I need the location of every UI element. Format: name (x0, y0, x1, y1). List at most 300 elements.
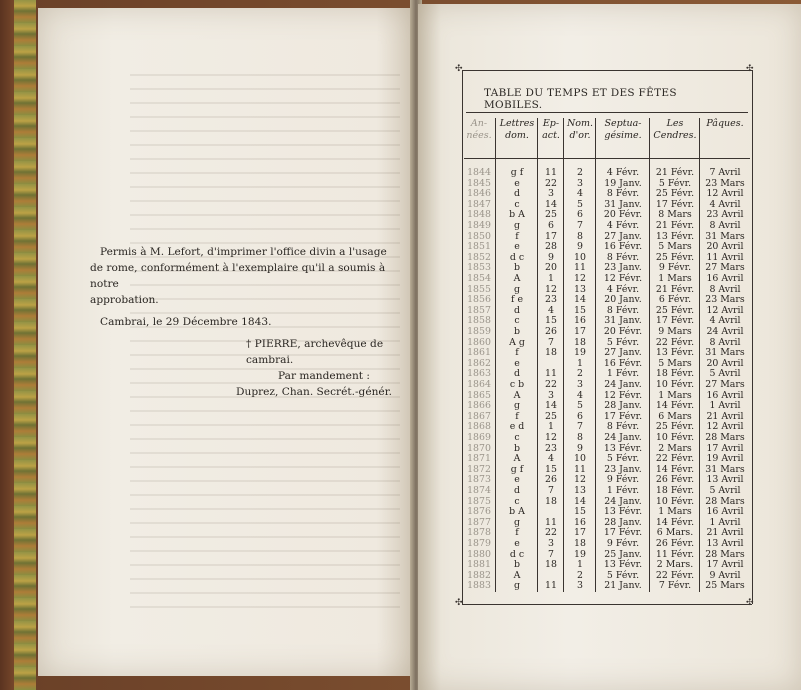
table-cell: 10 (574, 251, 586, 263)
table-cell: 13 (574, 485, 586, 496)
table-cell: 1881 (467, 559, 491, 571)
table-cell: 16 Avril (706, 389, 744, 401)
table-cell: 1 Févr. (606, 485, 640, 496)
table-cell: b A (509, 506, 525, 518)
table-cell: 8 Avril (709, 336, 741, 348)
table-cell: 8 Mars (658, 209, 692, 221)
table-cell: 9 (577, 442, 583, 454)
permit-line-1: Permis à M. Lefort, d'imprimer l'office divin a l'usage (100, 246, 387, 258)
secretary: Duprez, Chan. Secrét.-génér. (236, 386, 392, 398)
table-cell: 7 (577, 220, 583, 231)
table-cell: 21 Avril (706, 527, 744, 539)
column-header-line: d'or. (569, 130, 591, 141)
table-cell: 1 Avril (709, 516, 741, 528)
table-cell: 8 Avril (709, 220, 741, 231)
table-cell: 2 Mars (658, 442, 692, 454)
table-cell: 7 (548, 548, 554, 560)
table-cell: 20 Févr. (603, 326, 643, 337)
table-cell: 5 Févr. (606, 336, 640, 348)
table-cell: 1852 (467, 251, 491, 263)
table-cell: 31 Mars (705, 230, 745, 242)
table-cell: 16 (574, 516, 586, 528)
table-cell: 1845 (467, 177, 491, 189)
table-cell: 1870 (467, 442, 491, 454)
table-cell: 4 Févr. (606, 283, 640, 295)
table-cell: 16 Avril (706, 273, 744, 284)
table-cell: 23 (545, 442, 557, 454)
table-cell: 1879 (467, 538, 491, 549)
column-header (700, 118, 750, 158)
table-cell: 14 Févr. (655, 463, 695, 475)
table-cell: 10 (574, 453, 586, 465)
table-cell: 18 (574, 336, 586, 348)
table-cell: c (514, 432, 520, 443)
column-header (596, 118, 650, 158)
column-header-line: Ep- (542, 118, 560, 129)
table-cell: 1 Mars (658, 273, 692, 284)
table-cell: 3 (577, 379, 583, 390)
table-cell: 1847 (467, 198, 491, 210)
table-cell: g f (510, 167, 524, 178)
table-cell: 21 Févr. (655, 220, 695, 231)
mandate: Par mandement : (278, 370, 370, 382)
table-cell: 12 (574, 273, 586, 284)
table-cell: 7 (577, 421, 583, 433)
table-cell: e (514, 241, 520, 253)
table-cell: 15 (574, 304, 586, 316)
table-cell: 5 Mars (658, 357, 692, 369)
table-cell: 1 (548, 273, 554, 284)
table-row (464, 539, 750, 550)
table-cell: 1858 (467, 315, 491, 327)
table-row (464, 581, 750, 592)
table-cell: 17 Févr. (603, 410, 643, 422)
column-header-line: An- (470, 118, 488, 129)
table-row (464, 327, 750, 338)
table-cell: 22 Févr. (655, 336, 695, 348)
table-cell: 1848 (467, 209, 491, 221)
table-cell: 24 Janv. (604, 379, 642, 390)
table-cell: 1876 (467, 506, 491, 518)
table-cell: 11 Avril (706, 251, 744, 263)
table-cell: 16 Avril (706, 506, 744, 518)
table-cell: e (514, 474, 520, 486)
table-cell: g (513, 516, 520, 528)
table-cell: 13 Févr. (655, 347, 695, 359)
table-cell: 24 Janv. (604, 432, 642, 443)
table-cell: 23 Janv. (604, 463, 642, 475)
column-header-line: Les (666, 118, 684, 129)
table-cell: 31 Mars (705, 463, 745, 475)
table-cell: 22 (545, 177, 557, 189)
table-cell: 25 Févr. (655, 188, 695, 200)
table-cell: 23 Mars (705, 177, 745, 189)
table-cell: 4 Avril (709, 198, 741, 210)
table-cell: 9 Févr. (606, 474, 640, 486)
table-cell: 9 Avril (709, 569, 741, 581)
table-cell: 6 (548, 220, 554, 231)
table-cell: 14 Févr. (655, 516, 695, 528)
signature: † PIERRE, archevêque de cambrai. (246, 338, 384, 366)
table-cell: 31 Mars (705, 347, 745, 359)
table-cell: 7 (548, 485, 554, 496)
frame-bottom-rule (462, 604, 752, 605)
table-cell: 26 (545, 326, 557, 337)
table-row (464, 433, 750, 444)
table-cell: 4 Avril (709, 315, 741, 327)
table-cell: 13 Avril (706, 538, 744, 549)
table-cell: 28 Mars (705, 548, 745, 560)
table-cell: 1877 (467, 516, 491, 528)
table-cell: A (513, 453, 521, 465)
table-cell: 13 Févr. (603, 559, 643, 571)
table-cell: 1874 (467, 485, 491, 496)
table-cell: 12 Févr. (603, 273, 643, 284)
table-cell: 31 Janv. (604, 315, 642, 327)
table-cell: 22 (545, 379, 557, 390)
table-cell: 4 (548, 304, 554, 316)
table-cell: e d (509, 421, 525, 433)
table-cell: 6 Févr. (658, 294, 692, 306)
table-cell: f (515, 347, 519, 359)
table-cell: 14 Févr. (655, 400, 695, 412)
table-cell: 21 Janv. (604, 580, 642, 592)
table-cell: 1 Avril (709, 400, 741, 412)
table-cell: 20 Févr. (603, 209, 643, 221)
table-cell: 28 (545, 241, 557, 253)
place-date: Cambrai, le 29 Décembre 1843. (100, 316, 272, 328)
table-cell: 27 Janv. (604, 230, 642, 242)
table-cell: A (513, 569, 521, 581)
table-cell: 15 (545, 315, 557, 327)
table-cell: b (513, 559, 520, 571)
table-cell: d (513, 188, 520, 200)
table-cell: 1844 (467, 167, 491, 178)
table-cell: 17 Févr. (603, 527, 643, 539)
column-header (464, 118, 494, 158)
table-cell: 1878 (467, 527, 491, 539)
table-cell: 1865 (467, 389, 491, 401)
table-cell: 5 (577, 400, 583, 412)
table-cell: 12 (545, 432, 557, 443)
table-cell: f e (511, 294, 523, 306)
table-cell: 17 Févr. (655, 198, 695, 210)
table-cell: 2 (577, 368, 583, 380)
table-cell: 17 (574, 326, 586, 337)
table-cell: 1 Mars (658, 389, 692, 401)
column-header-line: dom. (505, 130, 529, 141)
table-cell: 8 Févr. (606, 251, 640, 263)
table-cell: 6 (577, 209, 583, 221)
table-cell: 1857 (467, 304, 491, 316)
table-cell: 27 Mars (705, 379, 745, 390)
table-cell: g (513, 283, 520, 295)
column-header (538, 118, 564, 158)
table-cell: 2 Mars. (656, 559, 694, 571)
header-rule (464, 158, 750, 159)
table-cell: 8 Avril (709, 283, 741, 295)
table-cell: 25 (545, 209, 557, 221)
table-cell: 13 Avril (706, 474, 744, 486)
table-cell: 1880 (467, 548, 491, 560)
table-cell: 27 Mars (705, 262, 745, 274)
table-cell: 13 Févr. (603, 506, 643, 518)
table-cell: 25 Févr. (655, 304, 695, 316)
table-cell: 8 Févr. (606, 304, 640, 316)
table-cell: g (513, 580, 520, 592)
table-cell: 7 (548, 336, 554, 348)
table-cell: 5 Févr. (606, 569, 640, 581)
table-cell: 3 (577, 177, 583, 189)
table-cell: 11 (545, 368, 557, 380)
table-cell: 28 Mars (705, 495, 745, 507)
table-cell: 7 Févr. (658, 580, 692, 592)
table-cell: 20 Avril (706, 357, 744, 369)
table-cell: 12 Avril (706, 421, 744, 433)
table-cell: 1875 (467, 495, 491, 507)
table-cell: 4 (577, 188, 583, 200)
table-cell: 11 Févr. (655, 548, 695, 560)
table-cell: 1853 (467, 262, 491, 274)
table-cell: 28 Mars (705, 432, 745, 443)
table-cell: 11 (574, 463, 586, 475)
table-cell: 1872 (467, 463, 491, 475)
table-cell: 4 (577, 389, 583, 401)
table-cell: 21 Avril (706, 410, 744, 422)
table-cell: b (513, 442, 520, 454)
table-cell: g (513, 220, 520, 231)
column-header-line: Nom. (566, 118, 594, 129)
corner-ornament-icon: ✣ (455, 598, 463, 608)
table-cell: 14 (545, 400, 557, 412)
marbled-endpaper (14, 0, 36, 690)
table-cell: 24 Avril (706, 326, 744, 337)
table-cell: 4 Févr. (606, 220, 640, 231)
table-cell: 16 (574, 315, 586, 327)
table-cell: 10 Févr. (655, 379, 695, 390)
table-cell: 1 Mars (658, 506, 692, 518)
table-cell: 25 Mars (705, 580, 745, 592)
table-cell: f (515, 410, 519, 422)
table-cell: 19 Avril (706, 453, 744, 465)
table-cell: c b (509, 379, 525, 390)
table-cell: 18 (574, 538, 586, 549)
table-cell: 1 (548, 421, 554, 433)
table-cell: 13 (574, 283, 586, 295)
table-row (464, 221, 750, 232)
imprimatur-block (90, 244, 392, 400)
table-cell: b A (509, 209, 525, 221)
table-cell: 27 Janv. (604, 347, 642, 359)
table-cell: 1871 (467, 453, 491, 465)
table-cell: g f (510, 463, 524, 475)
table-cell: 14 (574, 294, 586, 306)
table-cell: e (514, 538, 520, 549)
table-cell: 23 Mars (705, 294, 745, 306)
table-row (464, 274, 750, 285)
table-cell: 5 Avril (709, 368, 741, 380)
table-cell: 9 (548, 251, 554, 263)
table-cell: 16 Févr. (603, 357, 643, 369)
table-cell: 15 (545, 463, 557, 475)
column-header-line: Cendres. (653, 130, 697, 141)
title-rule (466, 112, 748, 113)
table-cell: 4 Févr. (606, 167, 640, 178)
table-cell: 19 Janv. (604, 177, 642, 189)
table-cell: 4 (548, 453, 554, 465)
table-row (464, 380, 750, 391)
table-cell: 1863 (467, 368, 491, 380)
table-cell: 17 Févr. (655, 315, 695, 327)
column-header (650, 118, 700, 158)
table-cell: 18 (545, 495, 557, 507)
table-cell: 8 (577, 230, 583, 242)
table-cell: 9 Févr. (606, 538, 640, 549)
table-title: TABLE DU TEMPS ET DES FÊTES MOBILES. (484, 87, 677, 111)
table-cell: A (513, 389, 521, 401)
table-cell: 12 (545, 283, 557, 295)
table-cell: 1859 (467, 326, 491, 337)
table-row (464, 168, 750, 179)
table-cell: 18 Févr. (655, 485, 695, 496)
column-header-line: Septua- (604, 118, 642, 129)
table-cell: 17 (545, 230, 557, 242)
table-cell: e (514, 357, 520, 369)
table-cell: 25 Févr. (655, 251, 695, 263)
table-cell: e (514, 177, 520, 189)
table-cell: 1849 (467, 220, 491, 231)
table-cell: 28 Janv. (604, 516, 642, 528)
table-cell: 25 Févr. (655, 421, 695, 433)
table-cell: 17 (574, 527, 586, 539)
table-cell: 1860 (467, 336, 491, 348)
table-cell: 6 Mars. (656, 527, 694, 539)
table-cell: 11 (545, 167, 557, 178)
table-cell: 9 Févr. (658, 262, 692, 274)
table-cell: 19 (574, 548, 586, 560)
column-header-line: Lettres (499, 118, 535, 129)
table-cell: 1883 (467, 580, 491, 592)
table-cell: 3 (577, 580, 583, 592)
table-cell: 28 Janv. (604, 400, 642, 412)
table-cell: 1869 (467, 432, 491, 443)
table-cell: 26 (545, 474, 557, 486)
table-cell: b (513, 262, 520, 274)
table-cell: 1855 (467, 283, 491, 295)
column-header-line: nées. (466, 130, 492, 141)
table-cell: 14 (545, 198, 557, 210)
table-cell: 12 (574, 474, 586, 486)
table-cell: 1867 (467, 410, 491, 422)
table-cell: 1854 (467, 273, 491, 284)
table-cell: 12 Avril (706, 188, 744, 200)
table-cell: f (515, 230, 519, 242)
table-cell: 8 Févr. (606, 188, 640, 200)
table-cell: 7 Avril (709, 167, 741, 178)
table-cell: 8 Févr. (606, 421, 640, 433)
table-cell: 13 Févr. (603, 442, 643, 454)
table-cell: d c (509, 251, 525, 263)
table-cell: 1856 (467, 294, 491, 306)
table-cell: 18 Févr. (655, 368, 695, 380)
table-cell: 22 Févr. (655, 569, 695, 581)
table-cell: 11 (574, 262, 586, 274)
table-cell: 1 Févr. (606, 368, 640, 380)
corner-ornament-icon: ✣ (455, 64, 463, 74)
table-cell: 26 Févr. (655, 474, 695, 486)
table-cell: b (513, 326, 520, 337)
table-cell: 22 Févr. (655, 453, 695, 465)
corner-ornament-icon: ✣ (746, 64, 754, 74)
table-cell: c (514, 495, 520, 507)
column-header-line: Pâques. (706, 118, 744, 129)
table-cell: 1 (577, 357, 583, 369)
column-header (564, 118, 596, 158)
table-cell: d (513, 304, 520, 316)
permit-line-3: approbation. (90, 294, 159, 306)
table-cell: 20 (545, 262, 557, 274)
table-cell: 12 Févr. (603, 389, 643, 401)
table-cell: 6 (577, 410, 583, 422)
table-cell: 23 Janv. (604, 262, 642, 274)
table-cell: 3 (548, 538, 554, 549)
table-cell: 1846 (467, 188, 491, 200)
table-cell: d c (509, 548, 525, 560)
table-cell: 17 Avril (706, 442, 744, 454)
table-cell: d (513, 485, 520, 496)
table-cell: 17 Avril (706, 559, 744, 571)
table-cell: c (514, 198, 520, 210)
table-cell: c (514, 315, 520, 327)
corner-ornament-icon: ✣ (746, 598, 754, 608)
table-cell: 10 Févr. (655, 432, 695, 443)
table-cell: 1851 (467, 241, 491, 253)
table-cell: 9 Mars (658, 326, 692, 337)
table-cell: 1866 (467, 400, 491, 412)
table-cell: 23 (545, 294, 557, 306)
table-cell: 1864 (467, 379, 491, 390)
table-cell: 1861 (467, 347, 491, 359)
table-cell: f (515, 527, 519, 539)
table-cell: 31 Janv. (604, 198, 642, 210)
frame-right-rule (752, 70, 753, 604)
table-cell: 5 Mars (658, 241, 692, 253)
table-cell: 24 Janv. (604, 495, 642, 507)
table-cell: 1868 (467, 421, 491, 433)
table-cell: 21 Févr. (655, 283, 695, 295)
table-cell: 13 Févr. (655, 230, 695, 242)
table-cell: 11 (545, 516, 557, 528)
table-cell: 18 (545, 559, 557, 571)
table-cell: 2 (577, 167, 583, 178)
table-cell: g (513, 400, 520, 412)
table-cell: 5 Févr. (658, 177, 692, 189)
table-cell: 1 (577, 559, 583, 571)
table-cell: 8 (577, 432, 583, 443)
table-cell: 3 (548, 389, 554, 401)
table-cell: 5 Févr. (606, 453, 640, 465)
table-cell: 6 Mars (658, 410, 692, 422)
table-cell: 20 Janv. (604, 294, 642, 306)
table-cell: 15 (574, 506, 586, 518)
table-cell: 2 (577, 569, 583, 581)
table-cell: 1882 (467, 569, 491, 581)
column-header (496, 118, 538, 158)
table-cell: 3 (548, 188, 554, 200)
table-cell: 20 Avril (706, 241, 744, 253)
table-cell: 25 Janv. (604, 548, 642, 560)
table-cell: 1850 (467, 230, 491, 242)
